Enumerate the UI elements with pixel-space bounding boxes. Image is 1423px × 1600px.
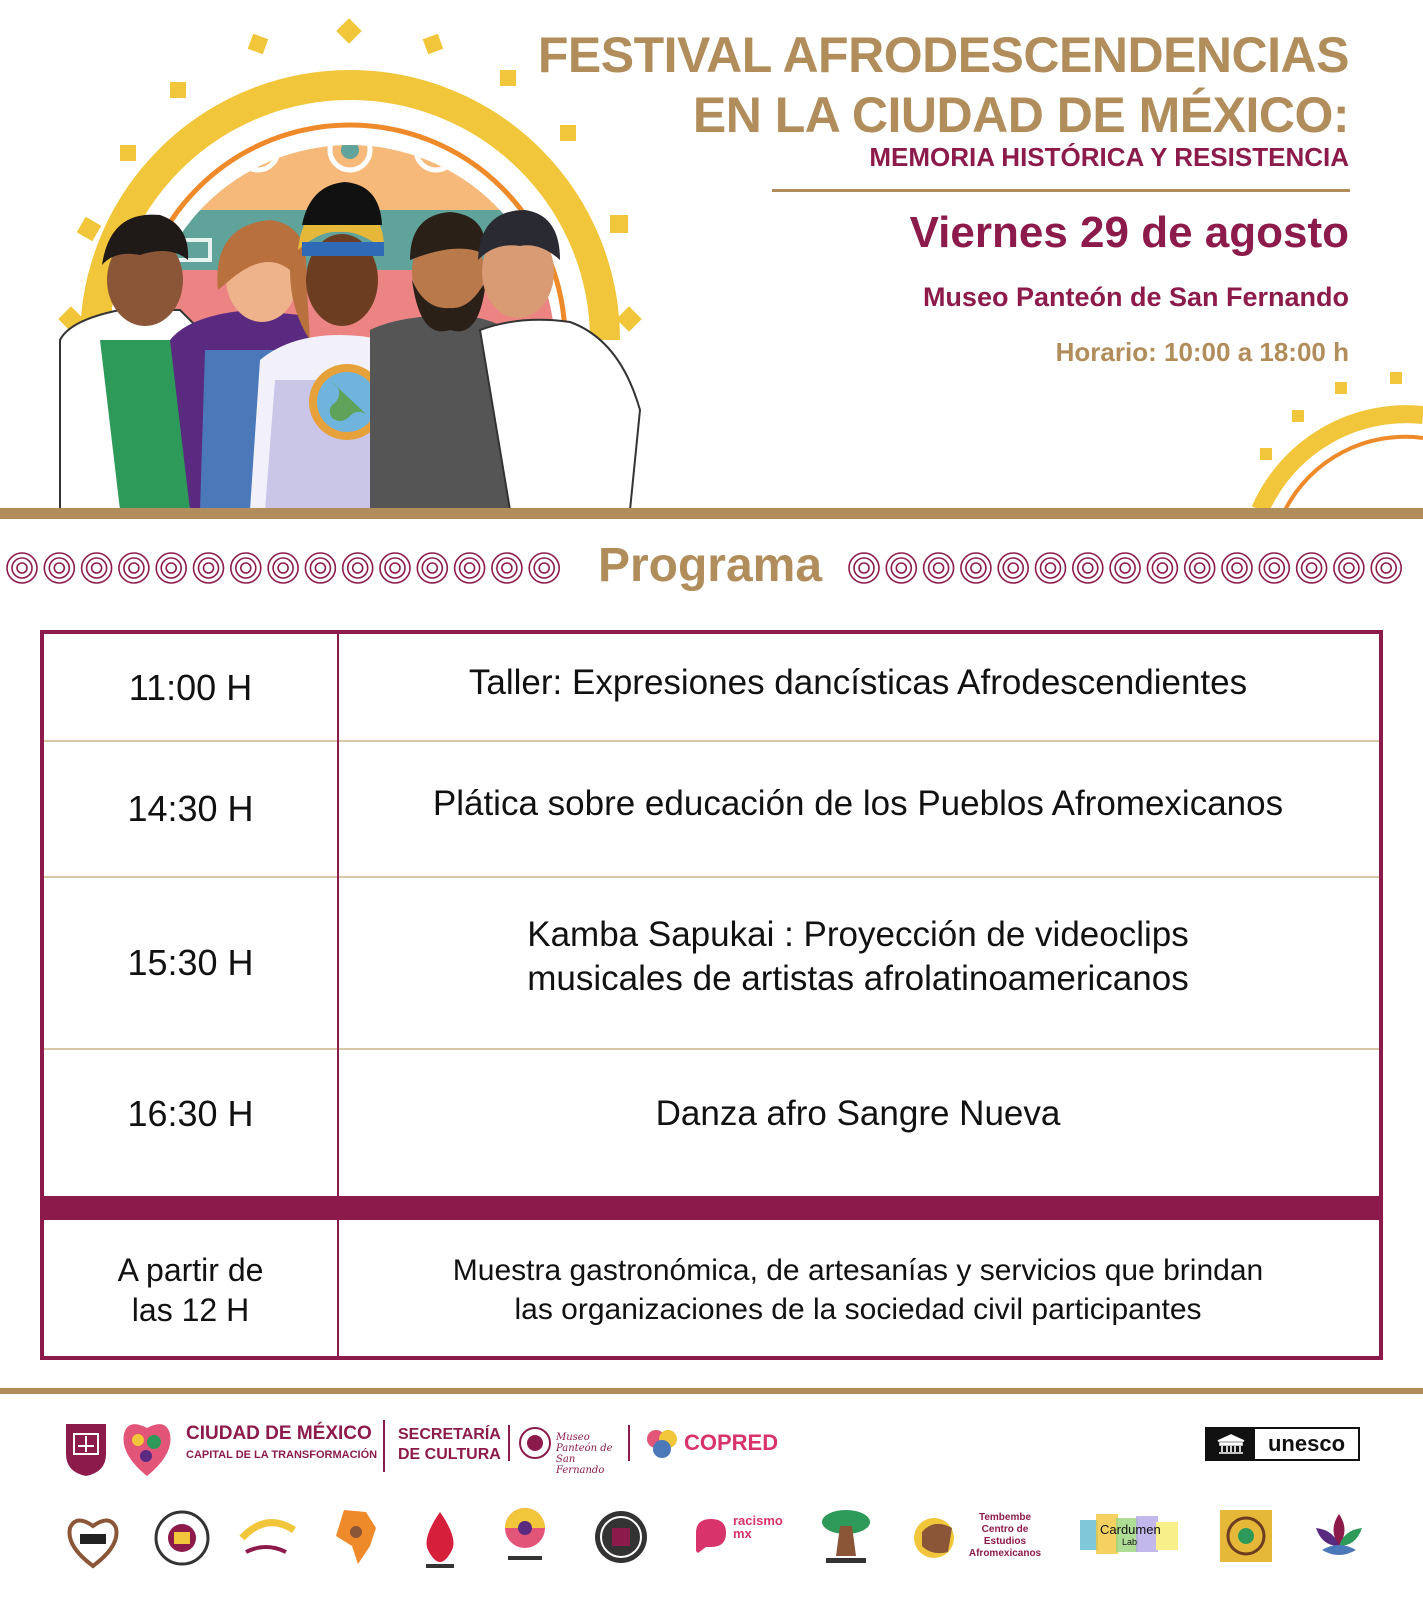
spiral-ornament: [1041, 558, 1061, 578]
program-table: [40, 630, 1383, 1360]
spiral-ornament: [1120, 563, 1130, 573]
spiral-ornament: [1190, 558, 1210, 578]
program-table-band: [44, 1196, 1379, 1220]
spiral-ornament: [1152, 558, 1172, 578]
racismo-mx-icon: [692, 1515, 730, 1555]
spiral-ornament: [465, 563, 475, 573]
spiral-ornament: [161, 558, 181, 578]
spiral-ornament: [896, 563, 906, 573]
logo-separator: [383, 1420, 385, 1472]
people-group: [60, 182, 640, 510]
spiral-ornament: [348, 558, 368, 578]
spiral-ornament: [87, 558, 107, 578]
extra-activity-line-1: Muestra gastronómica, de artesanías y servicios que brindan: [452, 1254, 1264, 1287]
spiral-ornament: [1003, 558, 1023, 578]
spiral-ornament: [427, 563, 437, 573]
spiral-ornament: [278, 563, 288, 573]
spiral-ornament: [1307, 563, 1317, 573]
dmafro-heart-logo: [62, 1512, 124, 1570]
spiral-ornament: [1302, 558, 1322, 578]
cardumen-lab-logo: [1080, 1514, 1180, 1556]
column-divider: [337, 634, 339, 1196]
spiral-ornament: [12, 558, 32, 578]
spiral-ornament: [310, 558, 330, 578]
row-time: 11:00 H: [128, 666, 253, 708]
cdmx-name: CIUDAD DE MÉXICO: [186, 1423, 372, 1444]
spiral-ornament: [1339, 558, 1359, 578]
spiral-ornament: [534, 558, 554, 578]
spiral-ornament: [971, 563, 981, 573]
spiral-border-left: [4, 548, 574, 588]
spiral-ornament: [1227, 558, 1247, 578]
museo-seal-icon: [518, 1426, 552, 1460]
spiral-ornament: [502, 563, 512, 573]
column-divider: [337, 1220, 339, 1360]
unesco-temple-icon: [1207, 1429, 1255, 1459]
spiral-ornament: [859, 563, 869, 573]
row-activity: Plática sobre educación de los Pueblos Afromexicanos: [432, 783, 1284, 823]
spiral-ornament: [966, 558, 986, 578]
logo-separator: [628, 1425, 630, 1461]
spiral-ornament: [1376, 558, 1396, 578]
row-activity: Taller: Expresiones dancísticas Afrodescendientes: [468, 663, 1248, 703]
spiral-ornament: [204, 563, 214, 573]
extra-activity-line-2: las organizaciones de la sociedad civil participantes: [514, 1293, 1202, 1326]
row-activity-line-2: musicales de artistas afrolatinoamericanos: [527, 959, 1189, 998]
festival-title-line-1: FESTIVAL AFRODESCENDENCIAS: [537, 27, 1349, 83]
spiral-ornament: [1344, 563, 1354, 573]
row-activity-line-1: Kamba Sapukai : Proyección de videoclips: [527, 914, 1189, 954]
spiral-ornament: [17, 563, 27, 573]
secretaria-line-2: DE CULTURA: [398, 1446, 501, 1463]
cardumen-sub: Lab: [1122, 1537, 1138, 1547]
spiral-ornament: [241, 563, 251, 573]
copred-name: COPRED: [684, 1430, 779, 1455]
spiral-ornament: [1264, 558, 1284, 578]
extra-time: [44, 1220, 337, 1360]
row-time: 15:30 H: [127, 942, 254, 983]
unesco-name: unesco: [1267, 1431, 1346, 1456]
spiral-ornament: [92, 563, 102, 573]
sangre-nueva-logo: [418, 1508, 462, 1570]
secretaria-cultura-logo: [398, 1425, 501, 1465]
kamba-africa-logo: [326, 1506, 382, 1568]
spiral-ornament: [1078, 558, 1098, 578]
spiral-ornament: [539, 563, 549, 573]
spiral-ornament: [353, 563, 363, 573]
spiral-ornament: [199, 558, 219, 578]
tembembe-line-3: Afromexicanos: [968, 1548, 1042, 1559]
extra-time-line-2: las 12 H: [131, 1292, 250, 1328]
spiral-ornament: [385, 558, 405, 578]
spiral-ornament: [1381, 563, 1391, 573]
museo-logo-text: Museo Panteón de San Fernando: [556, 1432, 613, 1476]
title-divider: [772, 189, 1350, 192]
row-time: 14:30 H: [127, 788, 254, 829]
copred-icon: [644, 1427, 680, 1461]
spiral-ornament: [497, 558, 517, 578]
extra-time-line-1: A partir de: [117, 1252, 264, 1288]
event-venue: Museo Panteón de San Fernando: [922, 282, 1349, 312]
cdmx-shield-logo: [62, 1420, 110, 1478]
cdmx-heart-logo: [118, 1412, 176, 1480]
spiral-ornament: [390, 563, 400, 573]
spiral-ornament: [1157, 563, 1167, 573]
afrochingonas-logo: [500, 1506, 550, 1566]
corner-sun-decoration: [1240, 370, 1423, 510]
racismo-mx-name: racismo mx: [733, 1513, 783, 1541]
spiral-ornament: [1083, 563, 1093, 573]
tembembe-line-1: Tembembe: [978, 1512, 1032, 1523]
logo-separator: [508, 1425, 510, 1461]
spiral-border-right: [846, 548, 1416, 588]
festival-subtitle: MEMORIA HISTÓRICA Y RESISTENCIA: [869, 142, 1349, 172]
spiral-ornament: [236, 558, 256, 578]
event-hours: Horario: 10:00 a 18:00 h: [1055, 337, 1349, 367]
baobab-logo: [814, 1504, 878, 1568]
lotus-logo: [1310, 1506, 1368, 1564]
spiral-ornament: [934, 563, 944, 573]
spiral-ornament: [166, 563, 176, 573]
spiral-ornament: [273, 558, 293, 578]
spiral-ornament: [422, 558, 442, 578]
unesco-logo: [1205, 1427, 1360, 1461]
afrouniversidad-seal: [152, 1508, 212, 1568]
tembembe-name: [960, 1512, 1050, 1560]
spiral-ornament: [129, 563, 139, 573]
spiral-ornament: [1115, 558, 1135, 578]
cardumen-name: Cardumen: [1100, 1522, 1161, 1537]
spiral-ornament: [1195, 563, 1205, 573]
spiral-ornament: [1046, 563, 1056, 573]
cdmx-tagline: CAPITAL DE LA TRANSFORMACIÓN: [186, 1449, 378, 1461]
spiral-ornament: [854, 558, 874, 578]
spiral-ornament: [1008, 563, 1018, 573]
round-partner-logo: [592, 1508, 650, 1566]
footer-gold-rule: [0, 1388, 1423, 1394]
spiral-ornament: [891, 558, 911, 578]
spiral-ornament: [460, 558, 480, 578]
tembembe-line-2: Centro de Estudios: [981, 1524, 1029, 1547]
spiral-ornament: [1269, 563, 1279, 573]
secretaria-line-1: SECRETARÍA: [398, 1426, 501, 1443]
gold-square-seal: [1218, 1508, 1274, 1564]
program-heading: Programa: [597, 539, 823, 592]
spiral-ornament: [315, 563, 325, 573]
spiral-ornament: [54, 563, 64, 573]
festival-illustration: [40, 10, 680, 510]
festival-title-line-2: EN LA CIUDAD DE MÉXICO:: [692, 87, 1349, 143]
spiral-ornament: [49, 558, 69, 578]
row-activity: Danza afro Sangre Nueva: [655, 1093, 1061, 1133]
yaka-logo: [236, 1508, 300, 1566]
tembembe-mask-icon: [912, 1512, 964, 1562]
event-date: Viernes 29 de agosto: [909, 208, 1349, 257]
spiral-ornament: [124, 558, 144, 578]
extra-activity: [337, 1220, 1379, 1360]
row-activity: [337, 878, 1379, 1048]
header-gold-band: [0, 508, 1423, 519]
row-time: 16:30 H: [127, 1093, 254, 1134]
spiral-ornament: [929, 558, 949, 578]
spiral-ornament: [1232, 563, 1242, 573]
